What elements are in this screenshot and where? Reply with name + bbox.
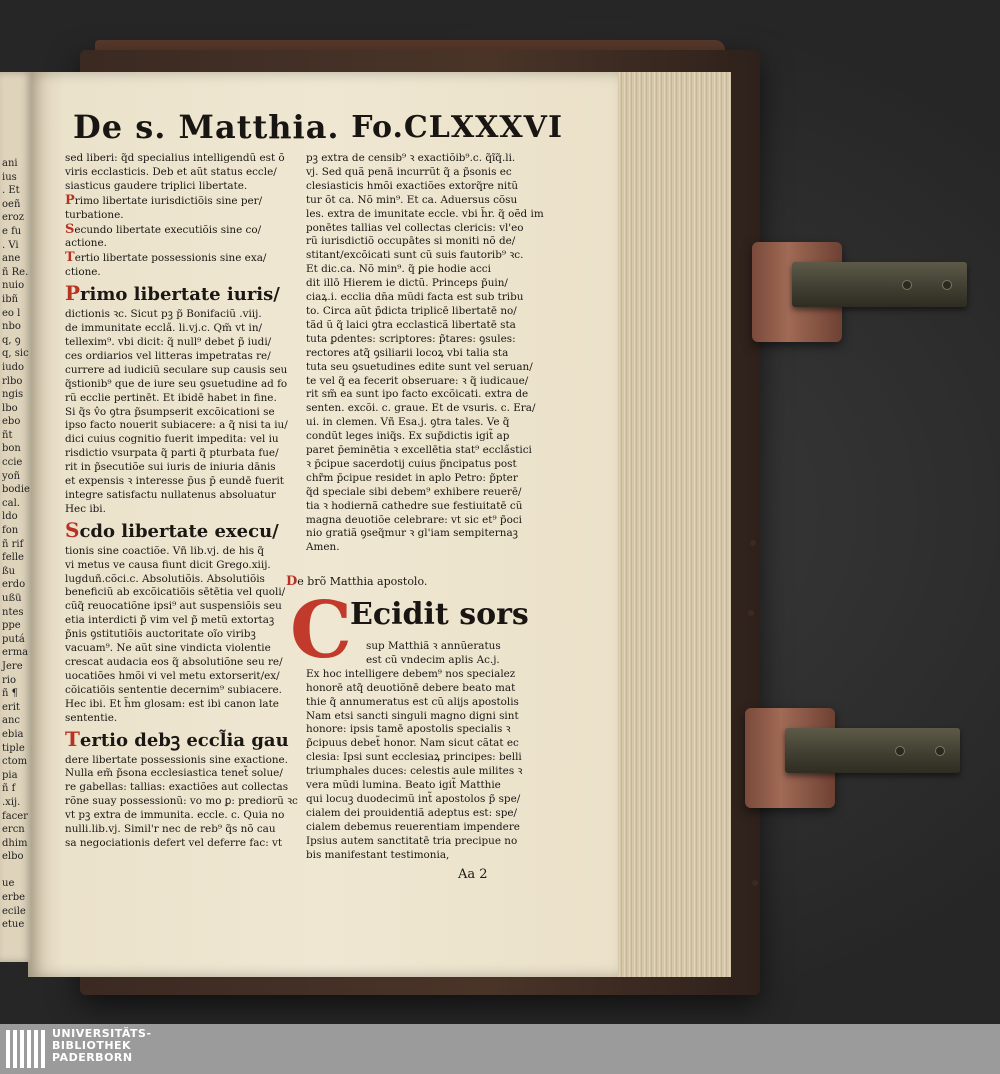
wormhole	[750, 540, 756, 546]
text-line: vi metus ve causa fiunt dicit Grego.xiij.	[65, 558, 271, 571]
text-line: sententie.	[65, 711, 118, 724]
text-line: uocatiões hmõi vi vel metu extorserit/ex/	[65, 669, 280, 682]
text-line: q̃d speciale sibi debem⁹ exhibere reuerē/	[306, 485, 522, 498]
folio-number: Fo.CLXXXVI	[351, 110, 563, 145]
rubric-initial: S	[65, 221, 75, 237]
text-line: pꝫ extra de censib⁹ ꝛ exactiõib⁹.c. q̃ĩq̃.li.	[306, 152, 516, 164]
text-line: est cũ vndecim aplis Ac.j.	[366, 653, 500, 666]
text-line: paret p̄eminētia ꝛ excellētia stat⁹ eccla̋stici	[306, 444, 532, 457]
text-line: integre satisfactu nullatenus absoluatur	[65, 488, 276, 501]
logo-line-2: BIBLIOTHEK	[52, 1039, 132, 1052]
text-line: et expensis ꝛ interesse p̄us p̄ eundē fuerit	[65, 475, 284, 488]
text-line: honore: ipsis tamē apostolis specialis ꝛ	[306, 723, 511, 736]
clasp-lower	[745, 708, 965, 808]
text-line: tãd ũ q̃ laici ꝯtra ecclasticã libertatē sta	[306, 318, 516, 331]
text-line: nulli.lib.vj. Simil'r nec de reb⁹ q̃s nõ cau	[65, 823, 276, 836]
text-line: Si q̃s v̂o ꝯtra p̃sumpserit excõicationi se	[65, 405, 275, 418]
rubric-initial: S	[65, 517, 80, 542]
text-line: cõicatiõis sententie decernim⁹ subiacere.	[65, 683, 282, 696]
text-line: lugduñ.cõci.c. Absolutiõis. Absolutiõis	[65, 572, 265, 585]
rubricated-line: Tertio libertate possessionis sine exa/	[65, 250, 267, 266]
text-line: ꝛ p̄cipue sacerdotij cuius p̃ncipatus post	[306, 457, 517, 470]
rubric-initial: P	[65, 192, 75, 208]
rivet-icon	[895, 746, 905, 756]
paragraph-heading: Primo libertate iuris/	[65, 281, 280, 306]
rivet-icon	[942, 280, 952, 290]
page-edges	[612, 72, 731, 977]
section-heading-rubric: D	[286, 574, 298, 589]
library-logo-text	[52, 1028, 152, 1064]
text-line: ponētes tallias vel collectas clericis: vl'eo	[306, 221, 524, 234]
text-line: turbatione.	[65, 208, 124, 221]
rubric-initial: T	[65, 726, 80, 751]
logo-line-1: UNIVERSITÄTS-	[52, 1027, 152, 1040]
text-line: etia interdicti p̃ vim vel p̃ metũ extortaꝫ	[65, 614, 275, 627]
text-line: rõne suay possessionũ: vo mo ꝑ: prediorũ ꝛc	[65, 795, 298, 808]
text-line: q̃stionib⁹ que de iure seu ꝯsuetudine ad fo	[65, 377, 288, 390]
text-line: qui locuꝫ duodecimũ int̃ apostolos p̃ spe/	[306, 792, 521, 805]
text-line: Amen.	[306, 541, 340, 554]
text-line: triumphales duces: celestis aule milites ꝛ	[306, 765, 523, 778]
text-line: rũ iurisdictiõ occupātes si moniti nõ de/	[306, 235, 516, 248]
text-line: Nulla em̃ p̃sona ecclesiastica tenet̃ solue/	[65, 767, 283, 780]
clasp-strap	[785, 728, 960, 773]
text-line: cialem debemus reuerentiam impendere	[306, 820, 520, 833]
text-line: sa negociationis defert vel deferre fac: vt	[65, 836, 283, 849]
logo-line-3: PADERBORN	[52, 1051, 133, 1064]
text-line: risdictio vsurpata q̃ parti q̃ pturbata fue/	[65, 447, 279, 460]
text-line: cialem dei prouidentiã adeptus est: spe/	[306, 806, 518, 819]
text-line: tuta ꝑdentes: scriptores: p̃tares: ꝯsules:	[306, 332, 516, 345]
text-line: rectores atq̃ ꝯsiliarii locoꝝ vbi talia sta	[306, 346, 509, 359]
clasp-upper	[752, 242, 972, 342]
facing-page-edge	[0, 72, 32, 962]
text-line: currere ad iudiciũ seculare sup causis seu	[65, 363, 288, 376]
text-line: rit sm̃ ea sunt ipo facto excõicati. extra de	[306, 388, 529, 401]
text-line: viris ecclasticis. Deb et aũt status eccle/	[65, 165, 277, 178]
text-line: tia ꝛ hodiernã cathedre sue festiuitatē cũ	[306, 499, 523, 512]
text-line: chr̃m p̄cipue residet in aplo Petro: p̃pter	[306, 471, 518, 484]
text-line: dit illō Hierem ie dictũ. Princeps p̃uin/	[306, 277, 508, 290]
text-line: tur õt ca. Nõ min⁹. Et ca. Aduersus cõsu	[306, 193, 518, 206]
text-line: ctione.	[65, 266, 101, 279]
text-line: crescat audacia eos q̃ absolutiõne seu re/	[65, 656, 283, 668]
section-heading-text: e brõ Matthia apostolo.	[297, 575, 428, 588]
rubricated-line: Secundo libertate executiõis sine co/	[65, 221, 262, 237]
text-line: tuta seu ꝯsuetudines edite sunt vel seruan/	[306, 360, 533, 373]
rubric-initial: P	[65, 281, 81, 306]
text-line: ciaꝝ.i. ecclia dn̄a mũdi facta est sub tribu	[306, 291, 524, 304]
library-footer-bar	[0, 1024, 1000, 1074]
text-line: honorē atq̃ deuotiõnē debere beato mat	[306, 681, 516, 694]
text-line: tionis sine coactiõe. Vñ lib.vj. de his q̃	[65, 544, 265, 557]
rivet-icon	[902, 280, 912, 290]
text-line: ces ordiarios vel litteras impetratas re/	[65, 349, 271, 362]
text-line: senten. excõi. c. graue. Et de vsuris. c. Era/	[306, 402, 536, 415]
text-line: sup Matthiã ꝛ annũeratus	[366, 640, 501, 652]
wormhole	[748, 610, 754, 616]
text-line: Hec ibi. Et h̃m glosam: est ibi canon late	[65, 697, 279, 710]
rivet-icon	[935, 746, 945, 756]
paragraph-heading: Scdo libertate execu/	[65, 517, 279, 542]
text-line: vacuam⁹. Ne aũt sine vindicta violentie	[65, 642, 271, 655]
text-line: dere libertate possessionis sine exactione.	[65, 753, 288, 766]
text-line: beneficiũ ab excõicatiõis sētētia vel quoli/	[65, 586, 286, 599]
text-line: dictionis ꝛc. Sicut pꝫ p̃ Bonifaciũ .viij.	[65, 308, 262, 321]
rubricated-line: Primo libertate iurisdictiõis sine per/	[65, 192, 263, 208]
text-line: tellexim⁹. vbi dicit: q̃ null⁹ debet p̃ iudi/	[65, 335, 272, 348]
page-header	[73, 108, 563, 152]
facing-page-fragments: ani ius . Et oeñ eroz e fu . Vi ane ñ Re. nuio ibñ eo l nbo q, ꝯ q, sic iudo rlbo ngis lbo ebo ñt bon ccie yoñ bodie cal. ldo fon ñ rif felle ßu erdo ußü ntes ppe putá erma Jere rio ñ ¶ erit anc ebia tiple ctom pia ñ f .xij. facer ercn dhim elbo ue erbe ecile etue	[2, 158, 30, 931]
text-line: thie q̃ annumeratus est cũ alijs apostolis	[306, 695, 519, 708]
text-line: clesiasticis hmõi exactiões extorq̃re nitũ	[306, 179, 519, 192]
text-line: to. Circa aũt p̄dicta triplicē libertatē no/	[306, 304, 517, 317]
text-line: nio gratiã ꝯseq̃mur ꝛ gl'iam sempiternaꝫ	[306, 527, 518, 540]
text-line: Hec ibi.	[65, 502, 106, 515]
text-line: cũq̃ reuocatiõne ipsi⁹ aut suspensiõis seu	[65, 600, 282, 613]
text-line: re gabellas: tallias: exactiões aut collectas	[65, 781, 289, 794]
text-line: actione.	[65, 237, 107, 250]
text-line: vt pꝫ extra de immunita. eccle. c. Quia no	[65, 809, 285, 822]
text-line: vj. Sed quã penā incurrũt q̃ a p̃sonis ec	[306, 165, 512, 178]
left-text-column	[65, 152, 298, 851]
text-line: rit in p̃secutiõe sui iuris de iniuria dānis	[65, 461, 276, 474]
incipit-text: Ecidit sors	[350, 597, 529, 632]
text-line: condũt leges iniq̃s. Ex sup̃dictis igit̃ ap	[306, 430, 510, 443]
right-text-column-2	[306, 640, 556, 863]
text-line: siasticus gaudere triplici libertate.	[65, 179, 248, 192]
text-line: de immunitate eccla̋. li.vj.c. Qm̃ vt in/	[65, 322, 263, 335]
signature-mark: Aa 2	[458, 867, 488, 882]
text-line: stitant/excõicati sunt cũ suis fautorib⁹ ꝛc.	[306, 249, 524, 262]
text-line: sed liberi: q̃d specialius intelligendũ est õ	[65, 152, 285, 164]
text-line: les. extra de imunitate eccle. vbi h̃r. q̃ oẽd im	[306, 207, 544, 220]
text-line: Nam etsi sancti singuli magno digni sint	[306, 709, 519, 722]
text-line: ipso facto nouerit subiacere: a q̃ nisi ta iu/	[65, 419, 288, 432]
text-line: p̃cipuus debet̃ honor. Nam sicut cãtat ec	[306, 737, 519, 750]
text-line: vera mũdi lumina. Beato igit̃ Matthie	[306, 779, 501, 792]
right-text-column	[306, 152, 556, 555]
text-line: dici cuius cognitio fuerit impedita: vel iu	[65, 433, 279, 446]
text-line: Ex hoc intelligere debem⁹ nos specialez	[306, 667, 516, 680]
clasp-strap	[792, 262, 967, 307]
wormhole	[752, 880, 758, 886]
text-line: magna deuotiõe celebrare: vt sic et⁹ p̃oci	[306, 513, 522, 526]
paragraph-heading: Tertio debꝫ eccl̃ia gau	[65, 726, 289, 751]
decorated-initial: C	[290, 585, 353, 676]
running-title: De s. Matthia.	[73, 108, 340, 146]
text-line: ui. in clemen. Vñ Esa.j. ꝯtra tales. Ve q̃	[306, 416, 510, 429]
text-line: bis manifestant testimonia,	[306, 848, 450, 861]
text-line: Et dic.ca. Nõ min⁹. q̃ ꝑie hodie acci	[306, 263, 491, 276]
library-logo-icon	[6, 1030, 46, 1068]
rubric-initial: T	[65, 250, 75, 266]
text-line: rũ ecclie pertinēt. Et ibidē habet in fine.	[65, 391, 277, 404]
book-page	[28, 72, 618, 977]
text-line: Ipsius autem sanctitatē tria precipue no	[306, 834, 518, 847]
text-line: te vel q̃ ea fecerit obseruare: ꝛ q̃ iudicaue/	[306, 374, 529, 387]
text-line: clesia: Ipsi sunt ecclesiaꝝ principes: belli	[306, 751, 522, 764]
text-line: p̃nis ꝯstitutiõis auctoritate oĩo viribꝫ	[65, 628, 256, 641]
